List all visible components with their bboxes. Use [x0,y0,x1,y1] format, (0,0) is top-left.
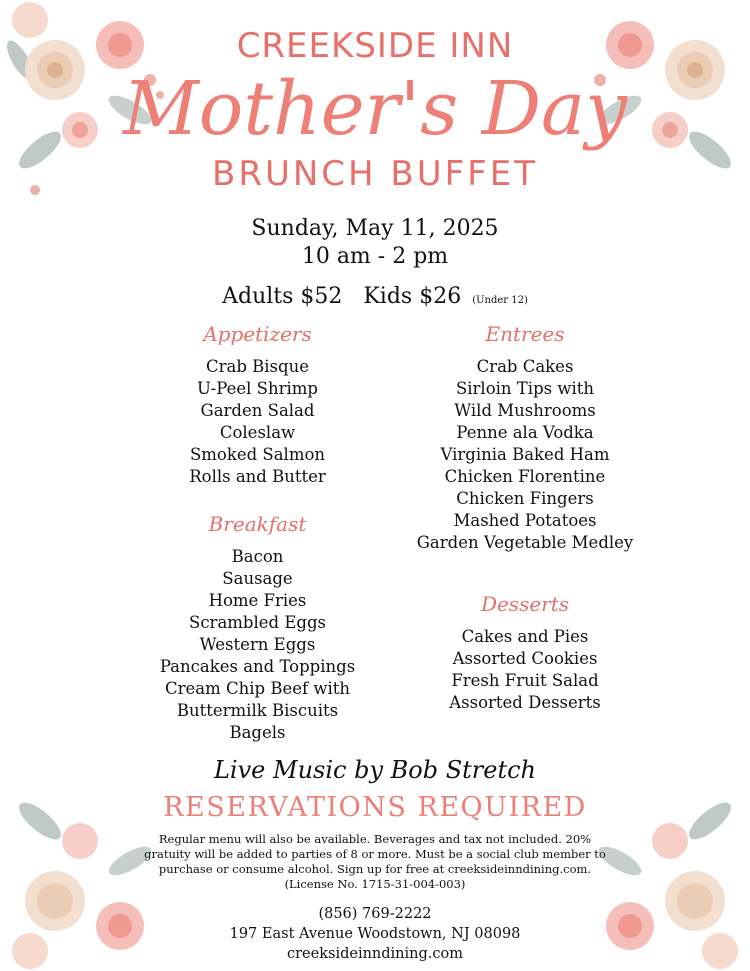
kids-age-note: (Under 12) [472,295,528,306]
desserts-heading: Desserts [480,592,570,616]
breakfast-heading: Breakfast [208,512,307,536]
page-subtitle: BRUNCH BUFFET [212,154,538,194]
pricing [0,284,750,309]
appetizers-section [135,322,380,488]
website: creeksideinndining.com [287,946,463,962]
list-item: gratuity will be added to parties of 8 or more. Must be a social club member to [144,847,606,861]
address: 197 East Avenue Woodstown, NJ 08098 [229,926,521,942]
list-item: Assorted Cookies [452,649,598,668]
list-item: Scrambled Eggs [189,613,326,632]
event-datetime [0,215,750,271]
list-item: Garden Salad [200,401,315,420]
fine-print [140,832,610,892]
list-item: Penne ala Vodka [456,423,594,442]
list-item: Home Fries [208,591,307,610]
desserts-list [395,626,655,714]
price-kids: Kids $26 [363,284,462,309]
price-adults: Adults $52 [222,284,343,309]
list-item: Western Eggs [199,635,316,654]
list-item: Assorted Desserts [449,693,601,712]
list-item: Rolls and Butter [189,467,326,486]
live-music: Live Music by Bob Stretch [213,756,537,784]
list-item: Wild Mushrooms [454,401,596,420]
list-item: Bagels [229,723,286,742]
page-title: Mother's Day [123,66,627,152]
entrees-list [395,356,655,554]
breakfast-list [135,546,380,744]
event-date: Sunday, May 11, 2025 [251,216,499,241]
list-item: Buttermilk Biscuits [176,701,339,720]
reservations-notice: RESERVATIONS REQUIRED [163,792,587,823]
list-item: Coleslaw [219,423,296,442]
list-item: purchase or consume alcohol. Sign up for free at creeksideinndining.com. [158,862,592,876]
event-time: 10 am - 2 pm [301,244,449,269]
list-item: Fresh Fruit Salad [451,671,599,690]
list-item: Bacon [231,547,284,566]
list-item: Chicken Fingers [456,489,594,508]
appetizers-list [135,356,380,488]
entrees-section [395,322,655,554]
list-item: Cakes and Pies [461,627,589,646]
list-item: Sirloin Tips with [455,379,595,398]
list-item: Smoked Salmon [189,445,326,464]
list-item: Sausage [222,569,293,588]
phone-number: (856) 769-2222 [318,906,432,922]
breakfast-section [135,512,380,744]
list-item: U-Peel Shrimp [197,379,318,398]
entrees-heading: Entrees [485,322,565,346]
contact-info [0,904,750,964]
appetizers-heading: Appetizers [203,322,312,346]
list-item: (License No. 1715-31-004-003) [284,877,466,891]
list-item: Cream Chip Beef with [164,679,350,698]
list-item: Mashed Potatoes [453,511,597,530]
list-item: Pancakes and Toppings [159,657,356,676]
list-item: Regular menu will also be available. Beverages and tax not included. 20% [158,832,592,846]
list-item: Crab Cakes [476,357,574,376]
desserts-section [395,592,655,714]
list-item: Garden Vegetable Medley [416,533,634,552]
list-item: Virginia Baked Ham [440,445,610,464]
list-item: Chicken Florentine [444,467,606,486]
venue-name: CREEKSIDE INN [236,26,514,66]
list-item: Crab Bisque [206,357,309,376]
